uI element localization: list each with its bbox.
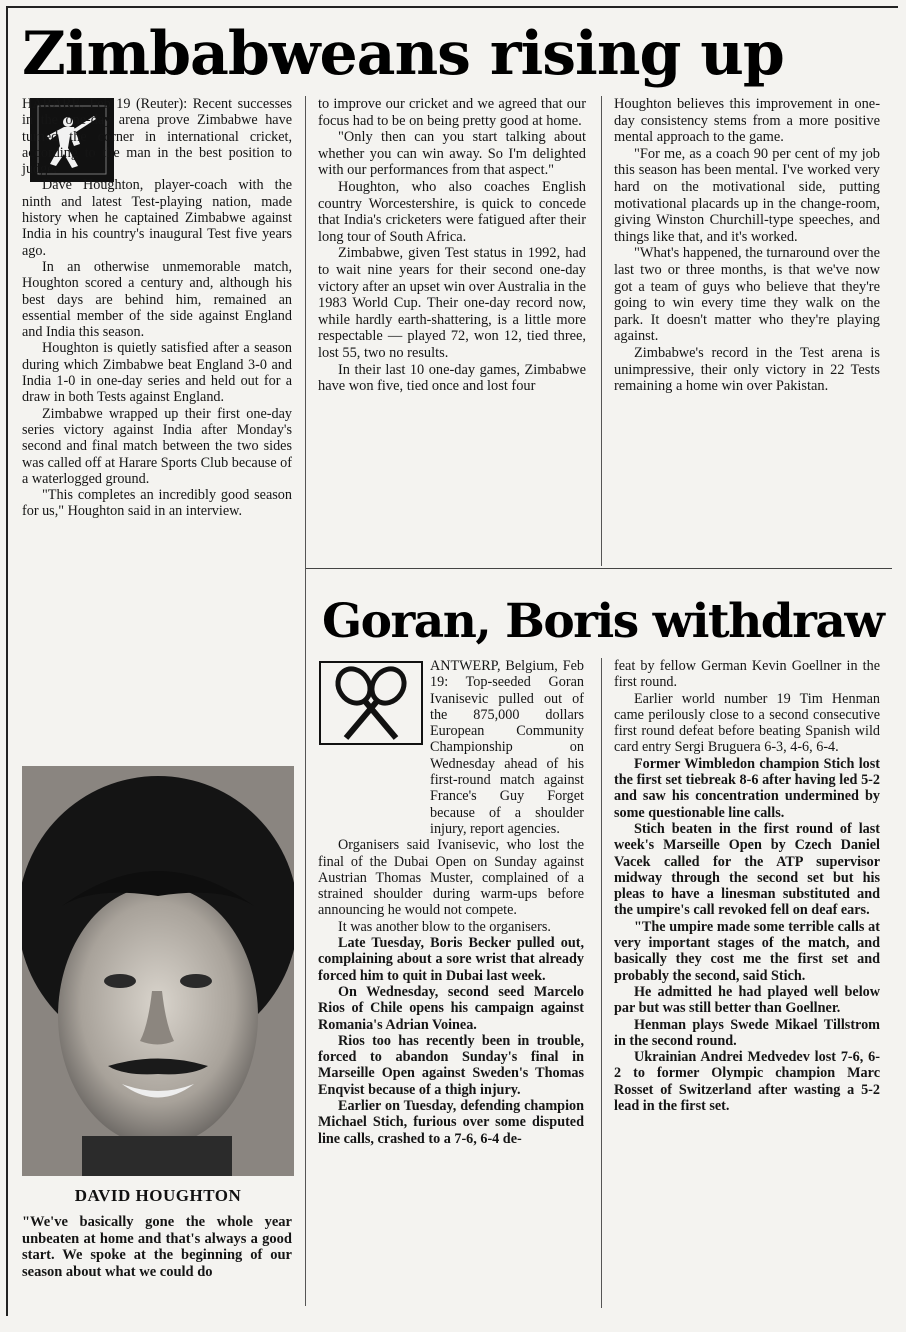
- story1-paragraph: "Only then can you start talking about whether you can win away. So I'm delighted with our performances from that aspect.": [318, 129, 586, 179]
- story1-paragraph: "We've basically gone the whole year unbeaten at home and that's always a good start. We spoke at the beginning of our season about what we could do: [22, 1214, 292, 1280]
- story2-column1: [318, 658, 584, 1147]
- story1-paragraph: Dave Houghton, player-coach with the ninth and latest Test-playing nation, made history when he captained Zimbabwe against India in his country's inaugural Test five years ago.: [22, 177, 292, 259]
- column-divider: [601, 658, 602, 1308]
- story2-paragraph: Organisers said Ivanisevic, who lost the final of the Dubai Open on Sunday against Austrian Thomas Muster, complained of a strained shoulder during warm-ups before announcing he would not compete.: [318, 837, 584, 919]
- story1-paragraph: Zimbabwe's record in the Test arena is unimpressive, their only victory in 22 Tests remaining a home win over Pakistan.: [614, 344, 880, 395]
- story2-paragraph: Stich beaten in the first round of last week's Marseille Open by Czech Daniel Vacek called for the ATP supervisor midway through the second set but his pleas to have a linesman substituted and the umpire's call revoked fell on deaf ears.: [614, 820, 880, 919]
- page-border-left: [6, 6, 8, 1316]
- story1-paragraph: Houghton is quietly satisfied after a season during which Zimbabwe beat England 3-0 and India 1-0 in one-day series and held out for a draw in both Tests against England.: [22, 340, 292, 406]
- story2-paragraph: Ukrainian Andrei Medvedev lost 7-6, 6-2 to former Olympic champion Marc Rosset of Switzerland after wasting a 5-2 lead in the first set.: [614, 1049, 880, 1115]
- story1-paragraph: "For me, as a coach 90 per cent of my job this season has been mental. I've worked very hard on the motivational side, putting motivational placards up in the change-room, giving Winston Churchill-type speeches, and things like that, and it's worked.: [614, 145, 880, 245]
- story2-paragraph: feat by fellow German Kevin Goellner in the first round.: [614, 658, 880, 691]
- story2-paragraph: On Wednesday, second seed Marcelo Rios of Chile opens his campaign against Romania's Adrian Voinea.: [318, 983, 584, 1033]
- story1-paragraph: Zimbabwe wrapped up their first one-day series victory against India after Monday's second and final match between the two sides was called off at Harare Sports Club because of a waterlogged ground.: [22, 405, 292, 487]
- story1-column1: [22, 96, 292, 520]
- story1-paragraph: Houghton believes this improvement in one-day consistency stems from a more positive mental approach to the game.: [614, 96, 880, 146]
- story2-paragraph: Late Tuesday, Boris Becker pulled out, complaining about a sore wrist that already forced him to quit in Dubai last week.: [318, 935, 584, 984]
- story1-paragraph: to improve our cricket and we agreed that our focus had to be on being pretty good at home.: [318, 96, 586, 129]
- story1-column3: [614, 96, 880, 395]
- story1-paragraph: Zimbabwe, given Test status in 1992, had to wait nine years for their second one-day victory after an upset win over Australia in the 1983 World Cup. Their one-day record now, while hardly earth-shattering, is a little more respectable — played 72, won 12, tied three, lost 55, two no results.: [318, 245, 586, 361]
- story1-paragraph: "What's happened, the turnaround over the last two or three months, is that we've now got a team of guys who believe that they're going to win every time they walk on the park. It doesn't matter who they're playing against.: [614, 245, 880, 345]
- story2-paragraph: "The umpire made some terrible calls at very important stages of the match, and basically they cost me the first set and probably the second, said Stich.: [614, 918, 880, 984]
- column-divider: [305, 96, 306, 1306]
- story2-paragraph: Former Wimbledon champion Stich lost the first set tiebreak 8-6 after having led 5-2 and saw his concentration undermined by some questionable line calls.: [614, 755, 880, 821]
- story2-column2: [614, 658, 880, 1114]
- story2-paragraph: Rios too has recently been in trouble, forced to abandon Sunday's final in Marseille Open against Sweden's Thomas Enqvist because of a thigh injury.: [318, 1032, 584, 1098]
- story1-paragraph: "This completes an incredibly good season for us," Houghton said in an interview.: [22, 487, 292, 520]
- story1-column2: [318, 96, 586, 395]
- photo-caption: DAVID HOUGHTON: [74, 1186, 242, 1205]
- story2-paragraph: ANTWERP, Belgium, Feb 19: Top-seeded Goran Ivanisevic pulled out of the 875,000 dollars European Community Championship on Wednesday ahead of his first-round match against France's Guy Forget because of a shoulder injury, report agencies.: [430, 658, 584, 837]
- story2-paragraph: It was another blow to the organisers.: [338, 918, 551, 935]
- david-houghton-photo: [22, 766, 294, 1176]
- story1-paragraph: In an otherwise unmemorable match, Houghton scored a century and, although his best days are behind him, remained an essential member of the side against England and India this season.: [22, 258, 292, 341]
- story2-paragraph: Henman plays Swede Mikael Tillstrom in the second round.: [614, 1016, 880, 1049]
- story1-paragraph: Houghton, who also coaches English country Worcestershire, is quick to concede that India's cricketers were fatigued after their long tour of South Africa.: [318, 178, 586, 245]
- story1-paragraph: HARARE, Feb 19 (Reuter): Recent successes in the one-day arena prove Zimbabwe have turned the corner in international cricket, according to the man in the best position to judge.: [22, 96, 292, 178]
- story1-column1-continued: [22, 1214, 292, 1280]
- headline-goran-boris: Goran, Boris withdraw: [322, 594, 884, 649]
- page-border-top: [6, 6, 898, 8]
- story2-paragraph: He admitted he had played well below par but was still better than Goellner.: [614, 983, 880, 1017]
- story2-paragraph: Earlier on Tuesday, defending champion Michael Stich, furious over some disputed line calls, crashed to a 7-6, 6-4 de-: [318, 1098, 584, 1147]
- story2-paragraph: Earlier world number 19 Tim Henman came perilously close to a second consecutive first round defeat before beating Spanish wild card entry Sergi Bruguera 6-3, 4-6, 6-4.: [614, 690, 880, 756]
- story1-paragraph: In their last 10 one-day games, Zimbabwe have won five, tied once and lost four: [318, 361, 586, 395]
- column-divider: [601, 96, 602, 566]
- headline-zimbabweans: Zimbabweans rising up: [22, 19, 784, 89]
- story-divider: [306, 568, 892, 569]
